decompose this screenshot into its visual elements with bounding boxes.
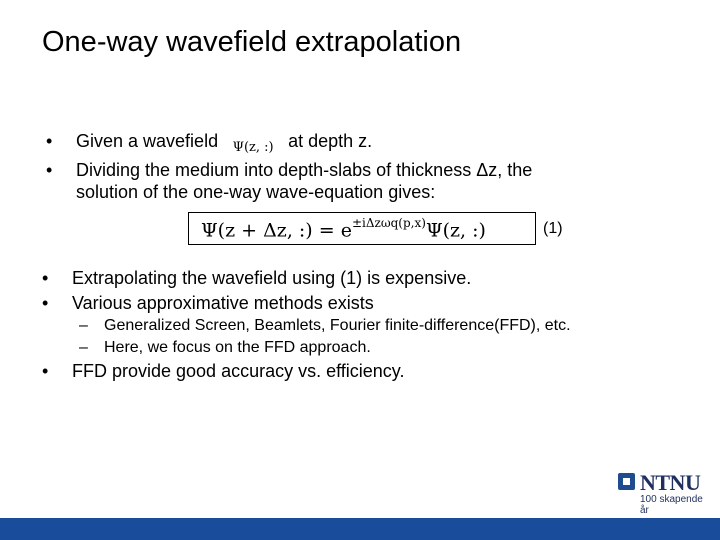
sub-bullet-methods-list bbox=[79, 316, 571, 335]
ntnu-logo bbox=[618, 470, 712, 516]
sub-bullet-ffd-focus bbox=[79, 338, 371, 357]
ntnu-logo-subtitle: 100 skapende år bbox=[640, 494, 703, 516]
equation-rhs: Ψ(z, :) bbox=[425, 219, 486, 242]
bullet-extrapolating bbox=[42, 267, 472, 289]
bullet-text-line2: solution of the one-way wave-equation gives: bbox=[76, 182, 436, 202]
bullet-text: Extrapolating the wavefield using (1) is expensive. bbox=[72, 268, 472, 288]
ntnu-logo-word: NTNU bbox=[640, 470, 701, 495]
equation bbox=[201, 218, 486, 241]
bullet-text: FFD provide good accuracy vs. efficiency. bbox=[72, 361, 405, 381]
bullet-marker: • bbox=[42, 361, 49, 381]
sub-bullet-text: Here, we focus on the FFD approach. bbox=[104, 339, 371, 356]
bullet-text-line1: Dividing the medium into depth-slabs of thickness Δz, the bbox=[76, 160, 533, 180]
bullet-given-wavefield bbox=[46, 130, 373, 157]
equation-box bbox=[188, 212, 536, 245]
footer-bar bbox=[0, 518, 720, 540]
bullet-text: Various approximative methods exists bbox=[72, 293, 374, 313]
sub-bullet-marker: – bbox=[79, 339, 88, 356]
bullet-marker: • bbox=[46, 160, 53, 180]
sub-bullet-text: Generalized Screen, Beamlets, Fourier finite-difference(FFD), etc. bbox=[104, 317, 571, 334]
bullet-marker: • bbox=[46, 131, 53, 151]
equation-exponent: ±iΔzωq(p,x) bbox=[351, 216, 426, 230]
equation-number: (1) bbox=[543, 220, 563, 237]
wavefield-formula: Ψ(z, :) bbox=[232, 140, 274, 155]
bullet-ffd-accuracy bbox=[42, 360, 405, 382]
slide-title: One-way wavefield extrapolation bbox=[42, 26, 462, 58]
equation-lhs: Ψ(z + Δz, :) = e bbox=[201, 219, 352, 242]
bullet-dividing-medium bbox=[46, 159, 533, 203]
bullet-text: at depth z. bbox=[288, 131, 373, 151]
ntnu-logo-mark-icon bbox=[618, 473, 635, 490]
bullet-approximative-methods bbox=[42, 292, 374, 314]
bullet-marker: • bbox=[42, 268, 49, 288]
sub-bullet-marker: – bbox=[79, 317, 88, 334]
bullet-text: Given a wavefield bbox=[76, 131, 219, 151]
bullet-marker: • bbox=[42, 293, 49, 313]
